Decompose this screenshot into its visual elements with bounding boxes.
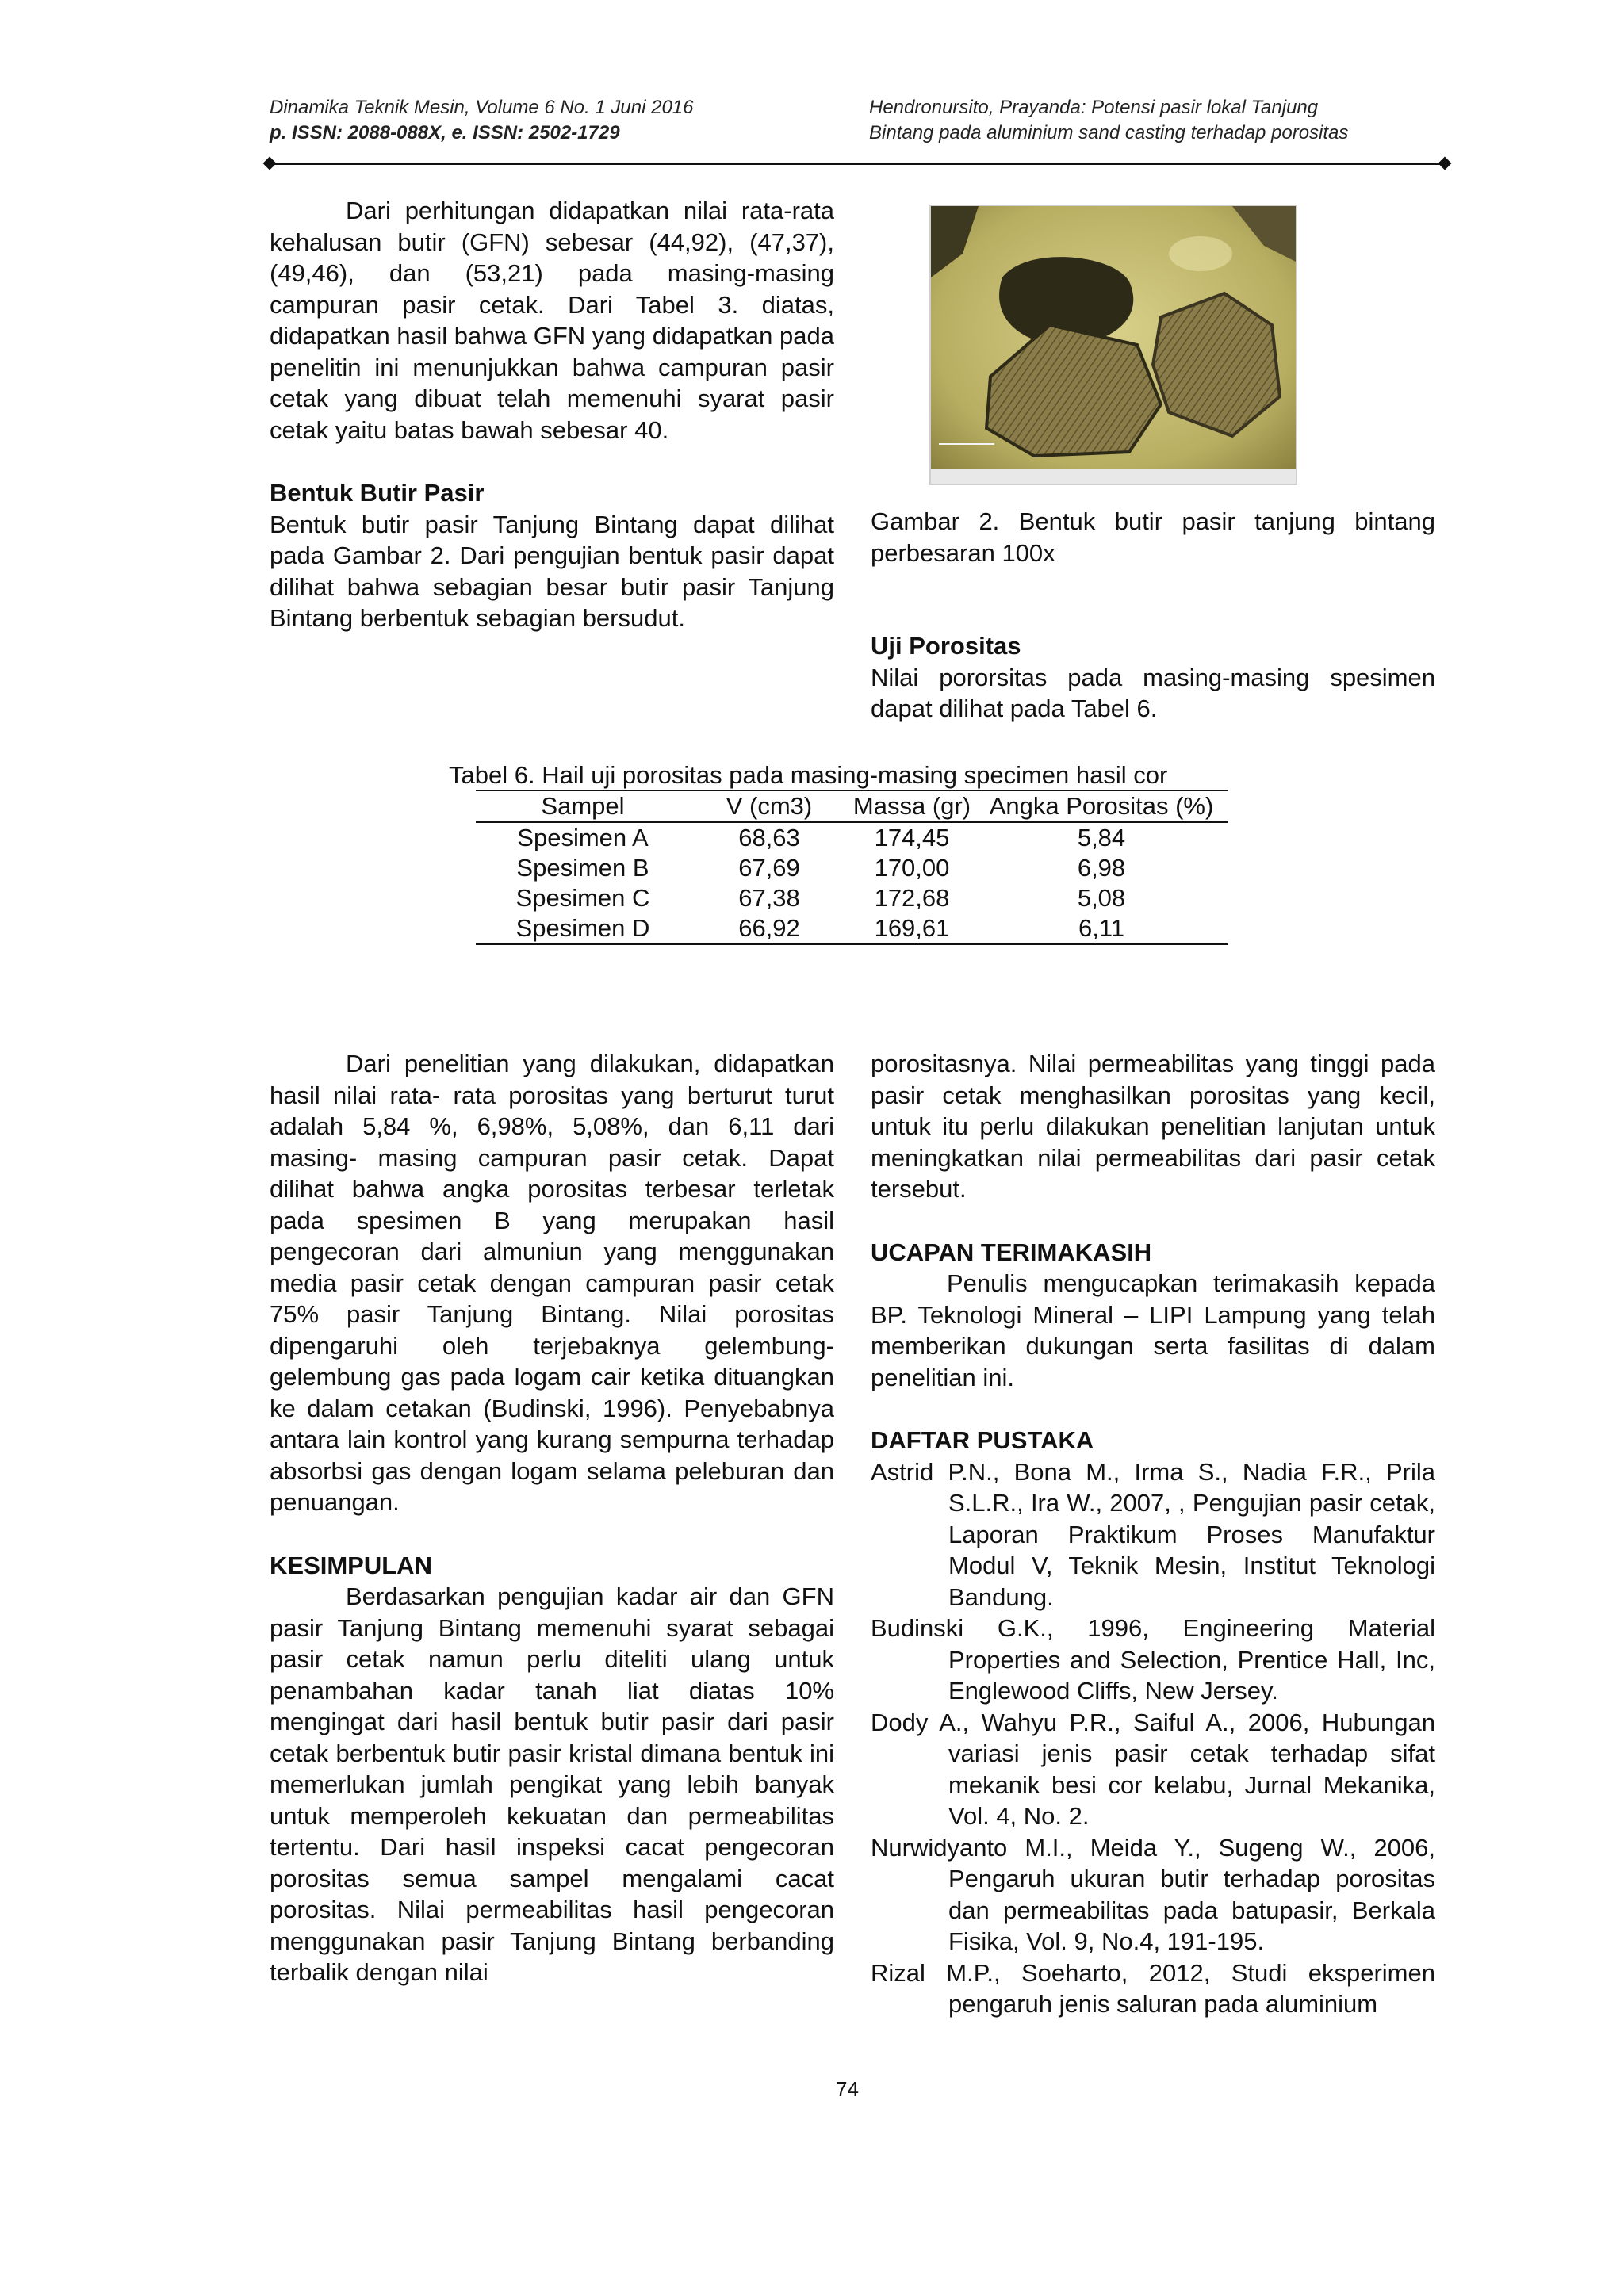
header-authors-title-1: Hendronursito, Prayanda: Potensi pasir lokal Tanjung [869,97,1319,118]
running-header-right [869,95,1348,146]
table-row [476,913,1228,944]
reference-item: Nurwidyanto M.I., Meida Y., Sugeng W., 2006, Pengaruh ukuran butir terhadap porositas dan permeabilitas pada batupasir, Berkala Fisika, Vol. 9, No.4, 191-195. [871,1833,1435,1955]
table-header-sampel: Sampel [476,790,690,822]
reference-list [871,1456,1435,2020]
header-authors-title-2: Bintang pada aluminium sand casting terhadap porositas [869,122,1349,144]
table-cell: 172,68 [874,884,950,912]
paragraph-ucapan: Penulis mengucapkan terimakasih kepada BP. Teknologi Mineral – LIPI Lampung yang telah memberikan dukungan serta fasilitas di dalam penelitian ini. [871,1269,1435,1391]
table-cell: 5,84 [1077,824,1126,851]
header-rule [270,163,1445,165]
paragraph-permeabilitas: porositasnya. Nilai permeabilitas yang tinggi pada pasir cetak menghasilkan porositas yang kecil, untuk itu perlu dilakukan penelitian lanjutan untuk meningkatkan nilai permeabilitas dari pasir cetak tersebut. [871,1050,1435,1203]
table-caption: Tabel 6. Hail uji porositas pada masing-masing specimen hasil cor [449,761,1168,789]
journal-issn: p. ISSN: 2088-088X, e. ISSN: 2502-1729 [270,122,620,144]
paragraph-kesimpulan: Berdasarkan pengujian kadar air dan GFN pasir Tanjung Bintang memenuhi syarat sebagai pasir cetak namun perlu diteliti ulang untuk penambahan kadar tanah liat diatas 10% mengingat dari hasil bentuk butir pasir dari pasir cetak berbentuk butir pasir kristal dimana bentuk ini memerlukan jumlah pengikat yang lebih banyak untuk memperoleh kekuatan dan permeabilitas tertentu. Dari hasil inspeksi cacat pengecoran porositas semua sampel mengalami cacat porositas. Nilai permeabilitas hasil pengecoran menggunakan pasir Tanjung Bintang berbanding terbalik dengan nilai [270,1582,834,1986]
heading-uji-porositas: Uji Porositas [871,632,1021,660]
paragraph-uji-porositas: Nilai pororsitas pada masing-masing spesimen dapat dilihat pada Tabel 6. [871,663,1435,722]
heading-daftar-pustaka: DAFTAR PUSTAKA [871,1426,1094,1454]
reference-item: Rizal M.P., Soeharto, 2012, Studi eksperimen pengaruh jenis saluran pada aluminium [871,1958,1435,2018]
table-cell: 66,92 [690,913,848,944]
reference-item: Dody A., Wahyu P.R., Saiful A., 2006, Hubungan variasi jenis pasir cetak terhadap sifat mekanik besi cor kelabu, Jurnal Mekanika, Vol. 4, No. 2. [871,1708,1435,1830]
table-cell: 169,61 [848,913,975,944]
reference-item: Budinski G.K., 1996, Engineering Material Properties and Selection, Prentice Hall, Inc, Englewood Cliffs, New Jersey. [871,1614,1435,1705]
porosity-table [476,790,1228,945]
paragraph-bentuk-butir: Bentuk butir pasir Tanjung Bintang dapat dilihat pada Gambar 2. Dari pengujian bentuk pasir dapat dilihat bahwa sebagian besar butir pasir Tanjung Bintang berbentuk sebagian bersudut. [270,510,834,632]
rule-diamond-left-icon [263,157,277,170]
table-cell: Spesimen C [515,884,650,912]
paragraph-gfn: Dari perhitungan didapatkan nilai rata-rata kehalusan butir (GFN) sebesar (44,92), (47,37), (49,46), dan (53,21) pada masing-masing campuran pasir cetak. Dari Tabel 3. diatas, didapatkan hasil bahwa GFN yang didapatkan pada penelitin ini menunjukkan bahwa campuran pasir cetak yang dibuat telah memenuhi syarat pasir cetak yaitu batas bawah sebesar 40. [270,197,834,444]
journal-volume: Dinamika Teknik Mesin, Volume 6 No. 1 Juni 2016 [270,97,694,118]
table-cell: Spesimen D [476,913,690,944]
table-header-massa: Massa (gr) [848,790,975,822]
right-column-bottom [871,1048,1435,2020]
paragraph-hasil-porositas: Dari penelitian yang dilakukan, didapatkan hasil nilai rata- rata porositas yang berturut turut adalah 5,84 %, 6,98%, 5,08%, dan 6,11 dari masing- masing campuran pasir cetak. Dapat dilihat bahwa angka porositas terbesar terletak pada spesimen B yang merupakan hasil pengecoran dari almuniun yang menggunakan media pasir cetak dengan campuran pasir cetak 75% pasir Tanjung Bintang. Nilai porositas dipengaruhi oleh terjebaknya gelembung-gelembung gas pada logam cair ketika dituangkan ke dalam cetakan (Budinski, 1996). Penyebabnya antara lain kontrol yang kurang sempurna terhadap absorbsi gas dengan logam selama peleburan dan penuangan. [270,1050,834,1516]
left-column-top [270,195,834,634]
table-header-porositas: Angka Porositas (%) [975,790,1228,822]
table-row [476,883,1228,913]
figure-caption: Gambar 2. Bentuk butir pasir tanjung bintang perbesaran 100x [871,507,1435,567]
sand-grain-micrograph [931,206,1296,484]
table-cell: 67,69 [738,854,800,882]
heading-bentuk-butir: Bentuk Butir Pasir [270,479,485,507]
running-header-left [270,95,694,146]
table-cell: 170,00 [874,854,950,882]
table-row [476,822,1228,853]
table-cell: 6,11 [975,913,1228,944]
rule-diamond-right-icon [1438,157,1452,170]
table-cell: 6,98 [1077,854,1126,882]
table-cell: 5,08 [1077,884,1126,912]
table-cell: Spesimen A [517,824,649,851]
table-cell: 174,45 [874,824,950,851]
table-cell: 67,38 [738,884,800,912]
table-cell: Spesimen B [516,854,649,882]
table-cell: 68,63 [738,824,800,851]
right-column-top [871,506,1435,725]
table-row [476,853,1228,883]
figure-micrograph [929,205,1297,485]
left-column-bottom [270,1048,834,1988]
reference-item: Astrid P.N., Bona M., Irma S., Nadia F.R., Prila S.L.R., Ira W., 2007, , Pengujian pasir cetak, Laporan Praktikum Proses Manufaktur Modul V, Teknik Mesin, Institut Teknologi Bandung. [871,1457,1435,1611]
heading-kesimpulan: KESIMPULAN [270,1551,432,1579]
table-header-volume: V (cm3) [690,790,848,822]
heading-ucapan-terimakasih: UCAPAN TERIMAKASIH [871,1238,1152,1266]
page-number: 74 [836,2077,859,2101]
